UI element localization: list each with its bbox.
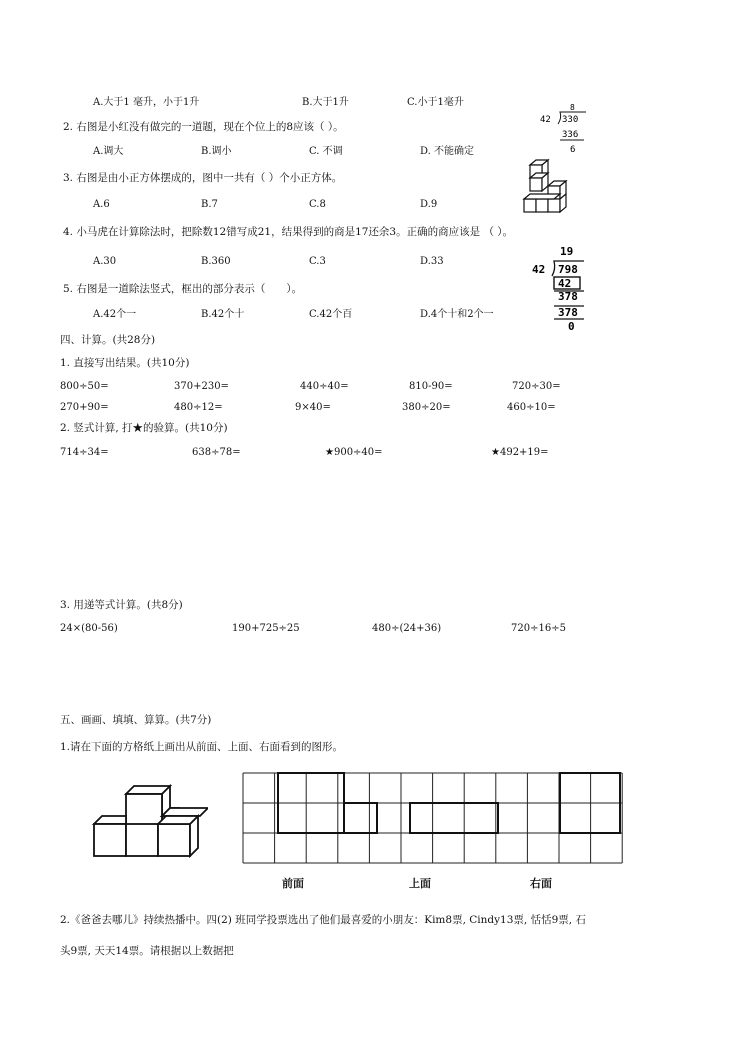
section4-title: 四、计算。(共28分) [60,334,156,346]
calc-row1-item: 800÷50= [60,381,109,392]
div2-remainder: 0 [568,320,575,333]
q2-option-a: A.调大 [93,146,124,157]
div1-divisor: 42 [540,115,551,125]
q1-option-a: A.大于1 毫升，小于1升 [93,97,200,108]
q2-text: 2. 右图是小红没有做完的一道题，现在个位上的8应该（ ）。 [63,121,344,133]
calc-row1-item: 720÷30= [512,381,561,392]
vertical-calc-item: 638÷78= [192,447,241,458]
q2-option-d: D. 不能确定 [420,146,475,157]
vertical-calc-item: 714÷34= [60,447,109,458]
q3-option-d: D.9 [420,199,438,210]
q1-option-b: B.大于1升 [302,97,349,108]
q5-option-c: C.42个百 [309,309,353,320]
stepwise-calc-item: 190+725÷25 [232,623,300,634]
div2-divisor: 42 [532,263,546,276]
div2-step1: 42 [558,277,572,290]
q5-text: 5. 右图是一道除法竖式，框出的部分表示（ ）。 [63,283,303,295]
cube-arrangement-figure [90,782,208,858]
section5-title: 五、画画、填填、算算。(共7分) [60,714,212,726]
div1-product: 336 [562,130,579,140]
div1-quotient: 8 [570,103,575,112]
grid-paper[interactable] [240,770,626,866]
q4-option-c: C.3 [309,256,326,267]
div1-remainder: 6 [570,145,576,155]
calc-row1-item: 810-90= [409,381,453,392]
section5-q2-line1: 2.《爸爸去哪儿》持续热播中。四(2) 班同学投票选出了他们最喜爱的小朋友：Kim8票, Cindy13票, 恬恬9票, 石 [60,914,586,926]
q3-option-a: A.6 [93,199,110,210]
calc-row2-item: 270+90= [60,402,109,413]
division-figure-1 [532,100,592,158]
q4-option-a: A.30 [93,256,117,267]
section5-q2-line2: 头9票, 天天14票。请根据以上数据把 [60,945,234,957]
q2-option-c: C. 不调 [309,146,343,157]
q5-option-b: B.42个十 [201,309,245,320]
div1-dividend: 330 [562,115,579,125]
q1-option-c: C.小于1毫升 [407,97,464,108]
vertical-calc-item: ★492+19= [491,447,549,458]
stepwise-calc-item: 480÷(24+36) [372,623,442,634]
q4-text: 4. 小马虎在计算除法时，把除数12错写成21，结果得到的商是17还余3。正确的商应该是 （ ）。 [63,226,514,238]
q3-option-c: C.8 [309,199,326,210]
q5-option-a: A.42个一 [93,309,137,320]
q3-option-b: B.7 [201,199,218,210]
section5-q1-text: 1.请在下面的方格纸上画出从前面、上面、右面看到的图形。 [60,741,344,753]
division-figure-2 [528,243,592,335]
section4-sub1-title: 1. 直接写出结果。(共10分) [60,357,190,369]
q3-text: 3. 右图是由小正方体摆成的，图中一共有（ ）个小正方体。 [63,172,343,184]
q4-option-d: D.33 [420,256,444,267]
section4-sub2-title: 2. 竖式计算, 打★的验算。(共10分) [60,422,228,434]
grid-label-front: 前面 [282,877,304,890]
stepwise-calc-item: 720÷16÷5 [511,623,566,634]
div2-dividend: 798 [558,263,578,276]
calc-row1-item: 440÷40= [300,381,349,392]
div2-step3: 378 [558,306,578,319]
grid-label-right: 右面 [530,877,552,890]
calc-row2-item: 380÷20= [402,402,451,413]
div2-step2: 378 [558,290,578,303]
section4-sub3-title: 3. 用递等式计算。(共8分) [60,599,183,611]
q4-option-b: B.360 [201,256,231,267]
div2-quotient: 19 [560,245,574,258]
calc-row1-item: 370+230= [174,381,229,392]
calc-row2-item: 460÷10= [507,402,556,413]
q5-option-d: D.4个十和2个一 [420,309,494,320]
calc-row2-item: 480÷12= [174,402,223,413]
stepwise-calc-item: 24×(80-56) [60,623,118,634]
cube-stack-figure [518,155,584,219]
vertical-calc-item: ★900÷40= [325,447,383,458]
calc-row2-item: 9×40= [295,402,331,413]
grid-label-top: 上面 [409,877,431,890]
q2-option-b: B.调小 [201,146,232,157]
